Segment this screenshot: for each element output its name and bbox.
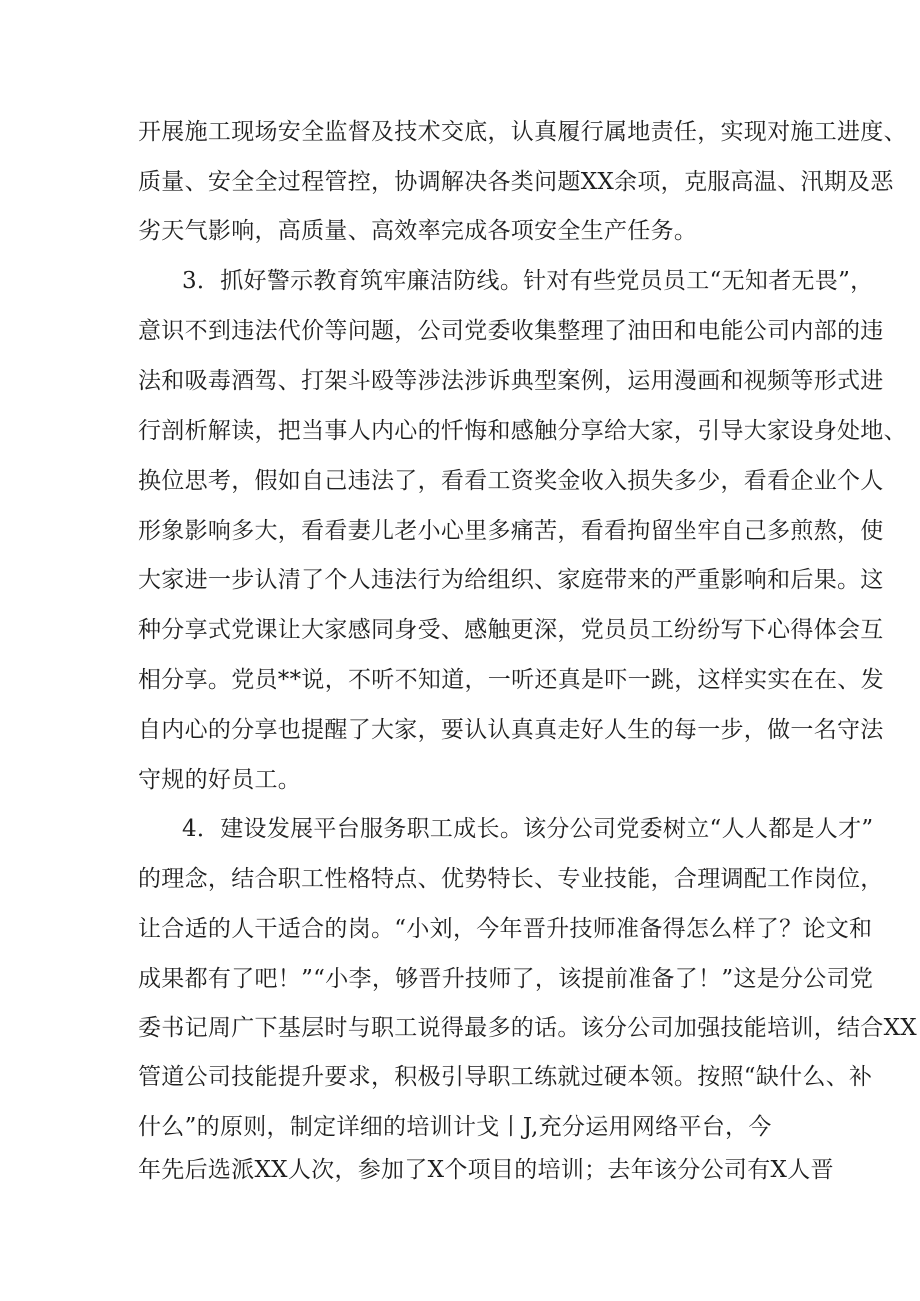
text-line: 的理念，结合职工性格特点、优势特长、专业技能，合理调配工作岗位， [138, 866, 884, 892]
paragraph-4-start: 4．建设发展平台服务职工成长。该分公司党委树立“人人都是人才” [182, 816, 874, 842]
text-line: 意识不到违法代价等问题，公司党委收集整理了油田和电能公司内部的违 [138, 318, 884, 344]
text-line: 成果都有了吧！”“小李，够晋升技师了，该提前准备了！”这是分公司党 [138, 966, 874, 992]
text-line: 年先后选派XX人次，参加了X个项目的培训；去年该分公司有X人晋 [138, 1157, 834, 1183]
text-line: 行剖析解读，把当事人内心的忏悔和感触分享给大家，引导大家设身处地、 [138, 418, 907, 444]
text-line: 委书记周广下基层时与职工说得最多的话。该分公司加强技能培训，结合XX [138, 1015, 917, 1041]
text-line: 守规的好员工。 [138, 767, 302, 793]
text-line: 自内心的分享也提醒了大家，要认认真真走好人生的每一步，做一名守法 [138, 717, 884, 743]
text-line: 什么”的原则，制定详细的培训计戈丨J,充分运用网络平台，今 [138, 1114, 772, 1140]
text-line: 法和吸毒酒驾、打架斗殴等涉法涉诉典型案例，运用漫画和视频等形式进 [138, 368, 884, 394]
text-line: 大家进一步认清了个人违法行为给组织、家庭带来的严重影响和后果。这 [138, 567, 884, 593]
text-line: 形象影响多大，看看妻儿老小心里多痛苦，看看拘留坐牢自己多煎熬，使 [138, 518, 884, 544]
text-line: 开展施工现场安全监督及技术交底，认真履行属地责任，实现对施工进度、 [138, 119, 907, 145]
text-line: 种分享式党课让大家感同身受、感触更深，党员员工纷纷写下心得体会互 [138, 617, 884, 643]
paragraph-3-start: 3．抓好警示教育筑牢廉洁防线。针对有些党员员工“无知者无畏”， [182, 268, 874, 294]
text-line: 相分享。党员**说，不听不知道，一听还真是吓一跳，这样实实在在、发 [138, 667, 884, 693]
text-line: 管道公司技能提升要求，积极引导职工练就过硬本领。按照“缺什么、补 [138, 1064, 873, 1090]
text-line: 让合适的人干适合的岗。“小刘，今年晋升技师准备得怎么样了？论文和 [138, 916, 873, 942]
text-line: 换位思考，假如自己违法了，看看工资奖金收入损失多少，看看企业个人 [138, 468, 884, 494]
text-line: 劣天气影响，高质量、高效率完成各项安全生产任务。 [138, 218, 698, 244]
text-line: 质量、安全全过程管控，协调解决各类问题XX余项，克服高温、汛期及恶 [138, 169, 894, 195]
